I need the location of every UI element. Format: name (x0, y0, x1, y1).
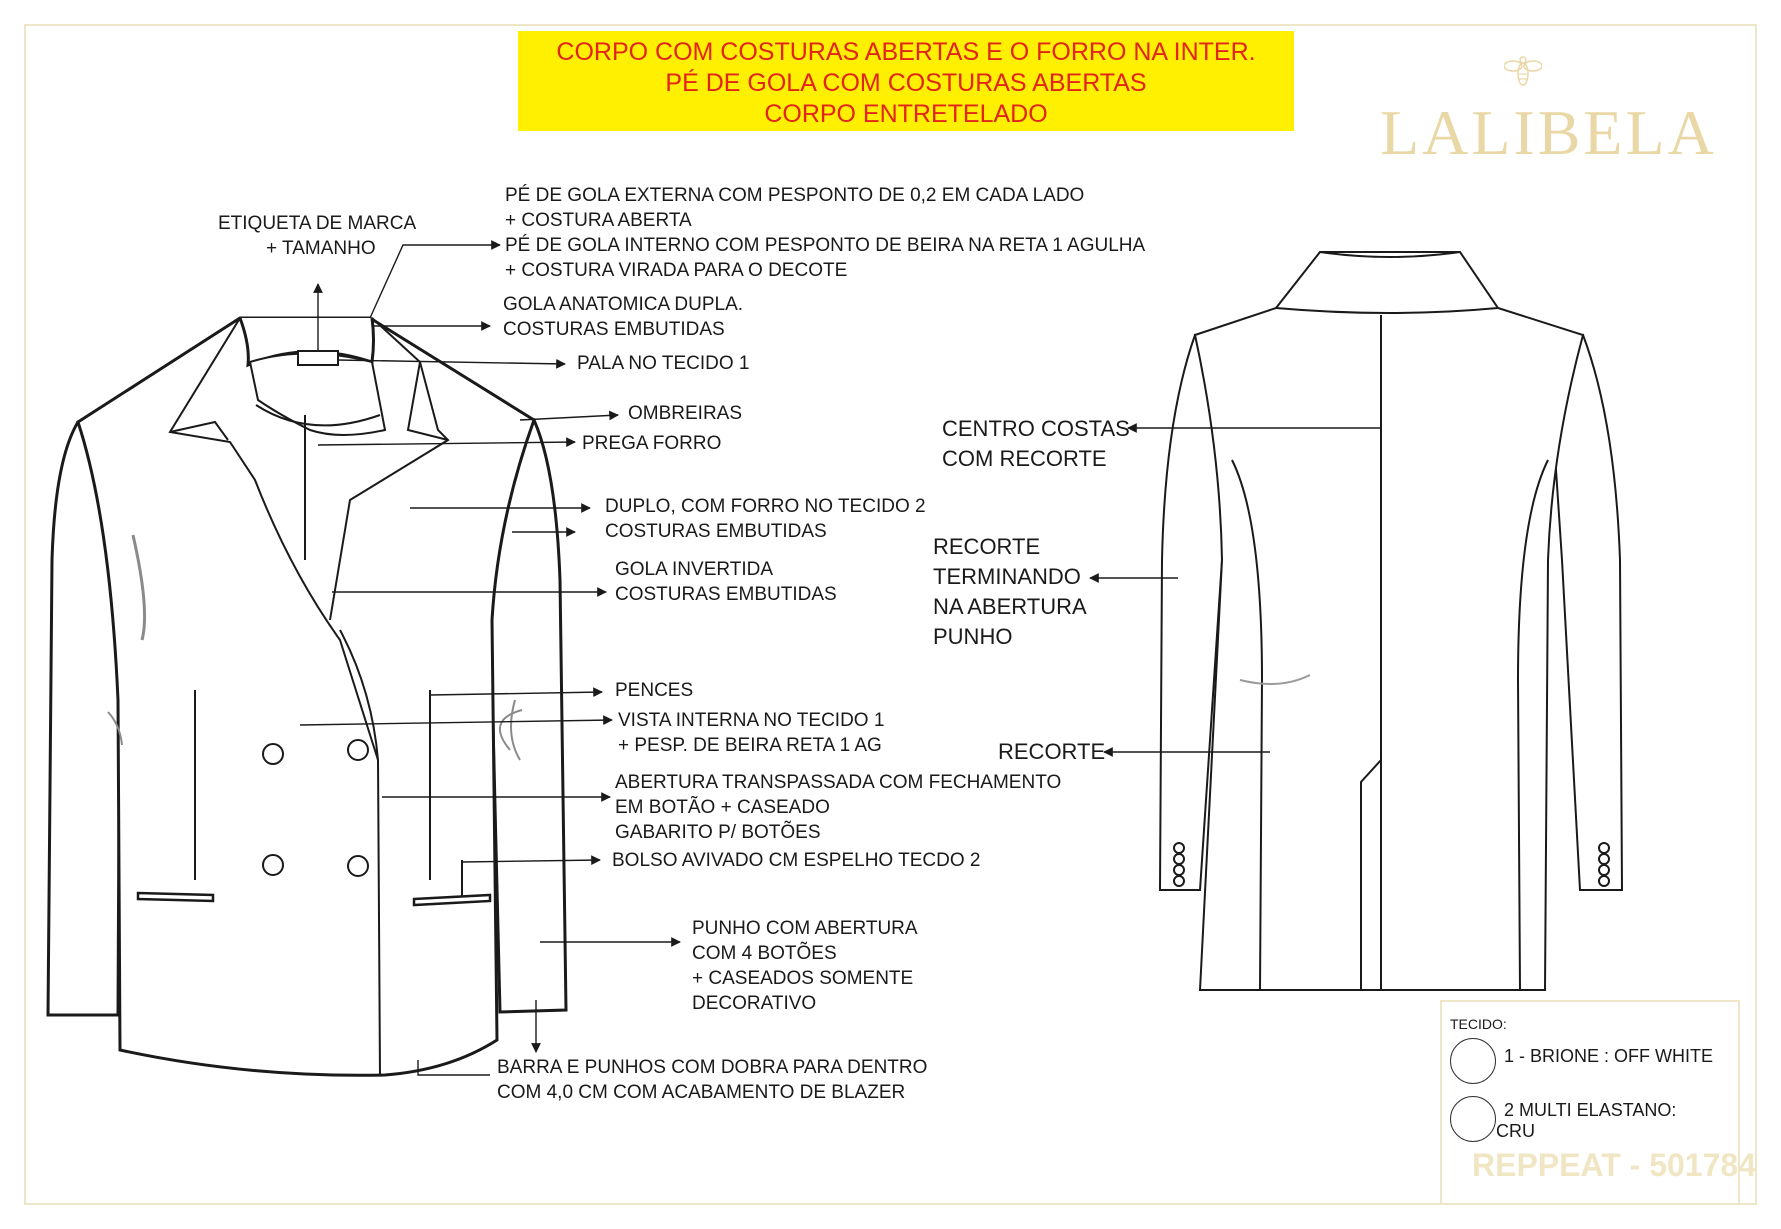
callout-recorte-terminando (933, 532, 1087, 652)
legend-item-2-line-1: 2 MULTI ELASTANO: (1504, 1100, 1677, 1120)
legend-title: TECIDO: (1450, 1016, 1507, 1032)
callout-etiqueta-line-1: ETIQUETA DE MARCA (218, 213, 417, 234)
callout-duplo-line-2: COSTURAS EMBUTIDAS (605, 521, 827, 542)
front-view (48, 318, 566, 1076)
callout-recorte-term-line-3: NA ABERTURA (933, 594, 1087, 619)
callout-pe-de-gola-line-1: PÉ DE GOLA EXTERNA COM PESPONTO DE 0,2 EM CADA LADO (505, 185, 1085, 206)
callout-recorte-term-line-2: TERMINANDO (933, 564, 1081, 589)
fabric-swatch-1 (1450, 1038, 1496, 1084)
callout-gola-anatomica-line-1: GOLA ANATOMICA DUPLA. (503, 294, 744, 315)
callout-gola-invertida-line-1: GOLA INVERTIDA (615, 559, 774, 580)
callout-line-ombreiras (520, 415, 618, 420)
button (348, 856, 368, 876)
brand-label (298, 351, 338, 365)
callout-barra-line-1: BARRA E PUNHOS COM DOBRA PARA DENTRO (497, 1057, 928, 1078)
callout-pala: PALA NO TECIDO 1 (577, 353, 750, 374)
callout-punho-line-3: + CASEADOS SOMENTE (692, 968, 914, 989)
button (263, 855, 283, 875)
callout-duplo-line-1: DUPLO, COM FORRO NO TECIDO 2 (605, 496, 926, 517)
callout-recorte: RECORTE (998, 739, 1106, 764)
callout-vista (618, 708, 884, 758)
callout-abertura-line-2: EM BOTÃO + CASEADO (615, 797, 830, 818)
callout-etiqueta-line-2: + TAMANHO (266, 238, 376, 259)
callout-duplo (605, 494, 926, 544)
callout-prega: PREGA FORRO (582, 433, 722, 454)
callout-abertura (615, 770, 1061, 845)
callout-centro-line-1: CENTRO COSTAS (942, 416, 1130, 441)
callout-punho-line-2: COM 4 BOTÕES (692, 943, 837, 964)
banner-line-3: CORPO ENTRETELADO (764, 100, 1048, 128)
callout-pe-de-gola-line-3: PÉ DE GOLA INTERNO COM PESPONTO DE BEIRA NA RETA 1 AGULHA (505, 235, 1146, 256)
callout-centro-line-2: COM RECORTE (942, 446, 1107, 471)
banner-line-2: PÉ DE GOLA COM COSTURAS ABERTAS (665, 69, 1147, 97)
legend-item-2-line-2: CRU (1496, 1121, 1535, 1141)
callout-barra-line-2: COM 4,0 CM COM ACABAMENTO DE BLAZER (497, 1082, 906, 1103)
callout-ombreiras: OMBREIRAS (628, 403, 743, 424)
back-view (1160, 252, 1622, 990)
brand-logo: LALIBELA (1380, 97, 1717, 168)
callout-centro-costas (942, 414, 1130, 474)
callout-gola-invertida-line-2: COSTURAS EMBUTIDAS (615, 584, 837, 605)
callout-abertura-line-3: GABARITO P/ BOTÕES (615, 822, 821, 843)
callout-gola-anatomica (503, 292, 743, 342)
callout-pe-de-gola (505, 183, 1145, 283)
callout-vista-line-1: VISTA INTERNA NO TECIDO 1 (618, 710, 885, 731)
button (348, 740, 368, 760)
callout-abertura-line-1: ABERTURA TRANSPASSADA COM FECHAMENTO (615, 772, 1062, 793)
banner-line-1: CORPO COM COSTURAS ABERTAS E O FORRO NA INTER. (556, 38, 1256, 66)
callout-etiqueta (218, 211, 416, 261)
callout-recorte-term-line-1: RECORTE (933, 534, 1041, 559)
callout-punho (692, 916, 918, 1016)
button (263, 744, 283, 764)
model-code: REPPEAT - 501784 (1472, 1147, 1756, 1183)
callout-punho-line-1: PUNHO COM ABERTURA (692, 918, 918, 939)
back-body (1195, 252, 1583, 990)
callout-vista-line-2: + PESP. DE BEIRA RETA 1 AG (618, 735, 882, 756)
callout-gola-invertida (615, 557, 837, 607)
callout-barra (497, 1055, 927, 1105)
legend-item-1: 1 - BRIONE : OFF WHITE (1504, 1046, 1714, 1066)
callout-gola-anatomica-line-2: COSTURAS EMBUTIDAS (503, 319, 725, 340)
callout-pe-de-gola-line-4: + COSTURA VIRADA PARA O DECOTE (505, 260, 848, 281)
fabric-swatch-2 (1450, 1096, 1496, 1142)
callout-recorte-term-line-4: PUNHO (933, 624, 1013, 649)
callout-punho-line-4: DECORATIVO (692, 993, 817, 1014)
callout-pences: PENCES (615, 680, 694, 701)
callout-pe-de-gola-line-2: + COSTURA ABERTA (505, 210, 692, 231)
callout-bolso: BOLSO AVIVADO CM ESPELHO TECDO 2 (612, 850, 981, 871)
